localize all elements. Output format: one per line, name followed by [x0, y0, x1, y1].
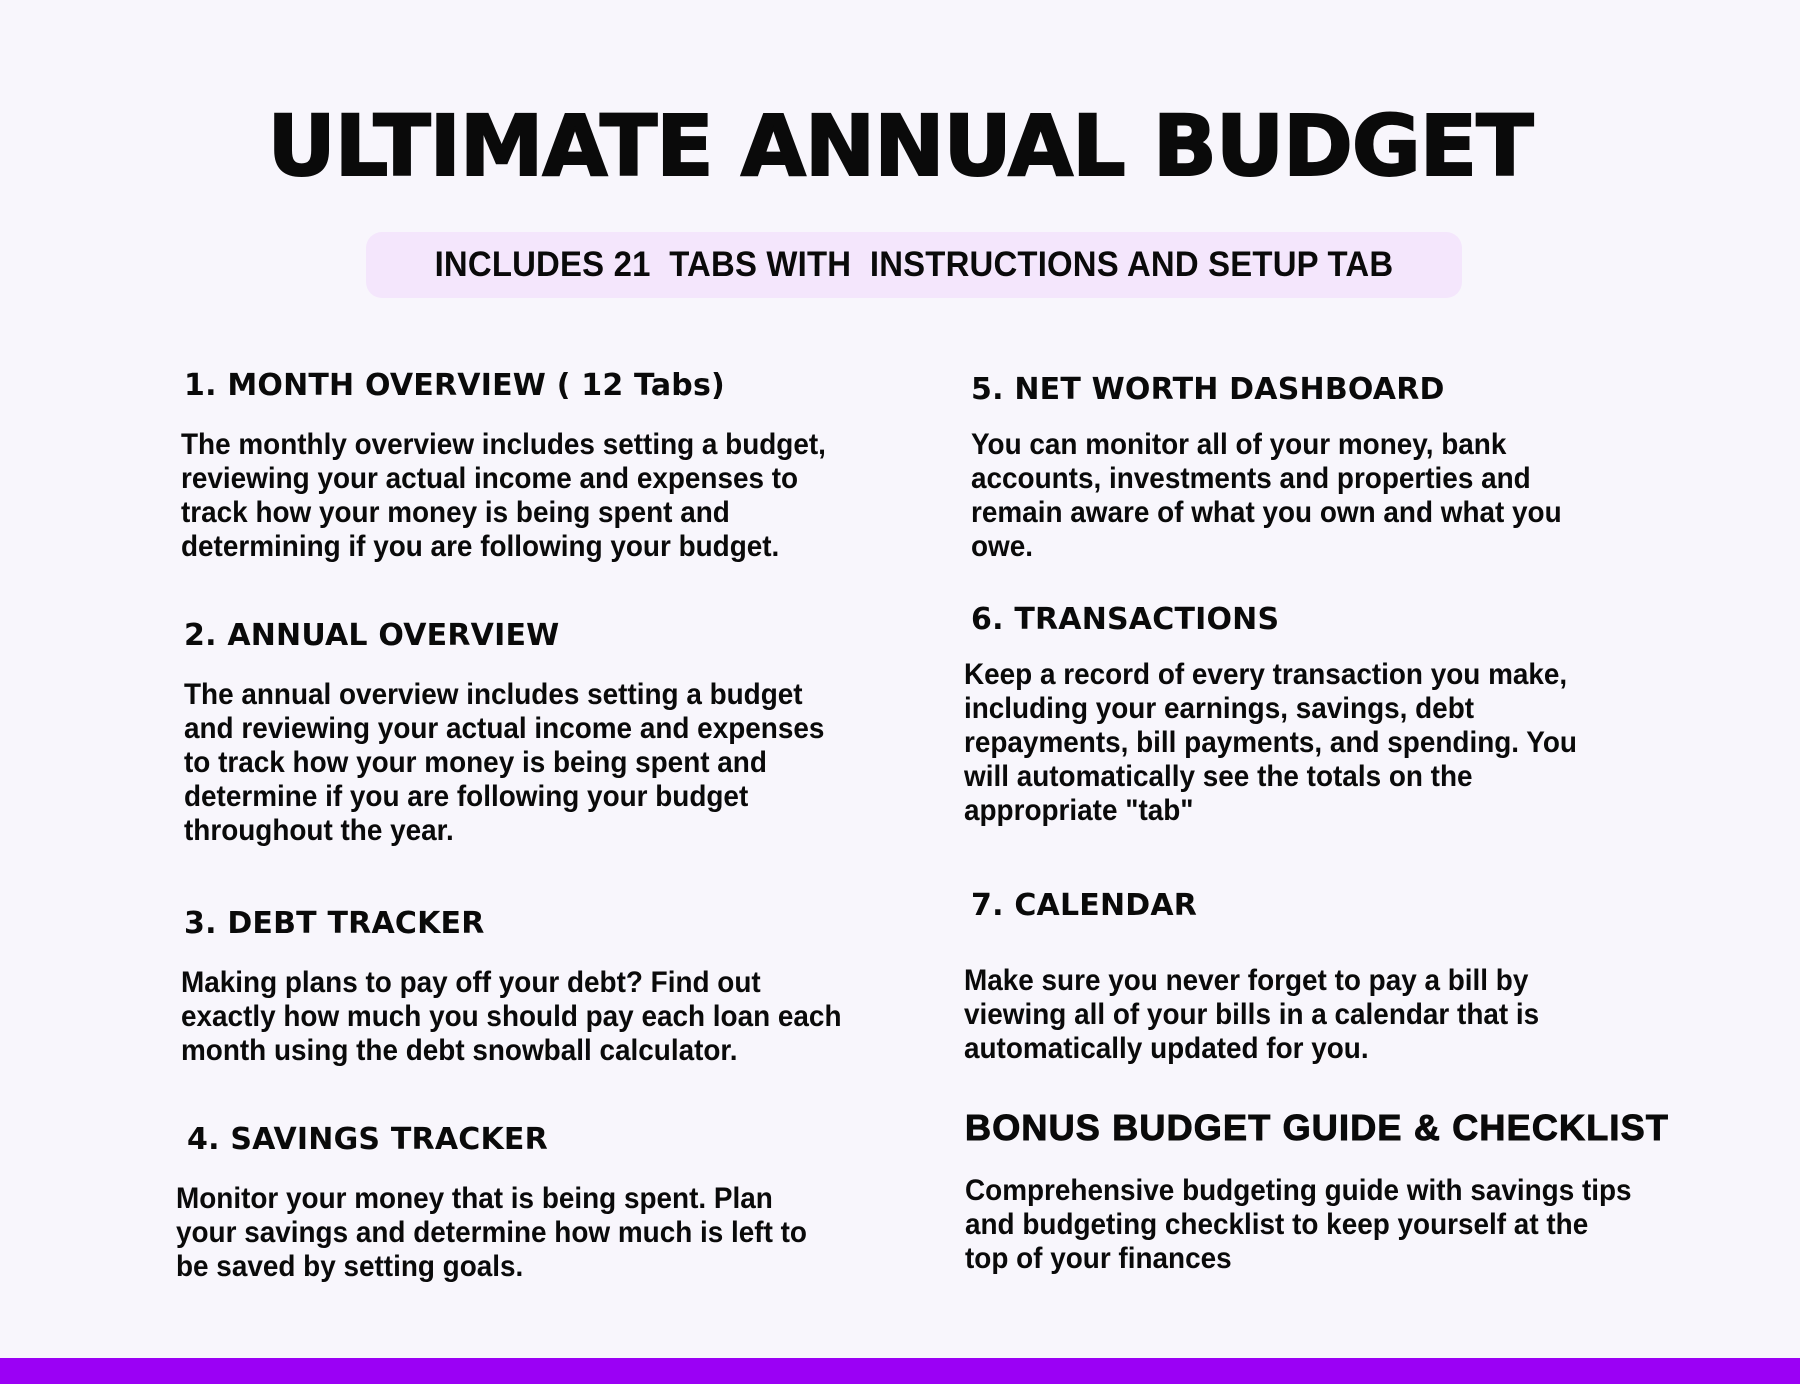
description-line: exactly how much you should pay each loan each — [181, 1000, 842, 1033]
section-heading: 6. TRANSACTIONS — [971, 602, 1280, 637]
section-bonus-guide — [965, 1107, 1682, 1276]
section-debt-tracker — [181, 906, 891, 1068]
description-line: repayments, bill payments, and spending. You — [964, 726, 1577, 759]
description-line: automatically updated for you. — [964, 1032, 1369, 1065]
description-line: and budgeting checklist to keep yourself at the — [965, 1208, 1589, 1241]
subtitle-text: INCLUDES 21 TABS WITH INSTRUCTIONS AND SETUP TAB — [434, 245, 1394, 284]
section-savings-tracker — [176, 1122, 854, 1284]
description-line: reviewing your actual income and expenses to — [181, 462, 799, 495]
description-line: throughout the year. — [184, 814, 454, 847]
section-description — [181, 966, 841, 1068]
section-month-overview — [181, 368, 874, 564]
section-heading: 4. SAVINGS TRACKER — [187, 1122, 548, 1157]
description-line: top of your finances — [965, 1242, 1232, 1275]
section-heading: 7. CALENDAR — [971, 888, 1198, 923]
section-description — [964, 964, 1539, 1066]
description-line: your savings and determine how much is left to — [176, 1216, 807, 1249]
section-heading: 5. NET WORTH DASHBOARD — [971, 372, 1445, 407]
description-line: The annual overview includes setting a budget — [184, 678, 803, 711]
section-heading: BONUS BUDGET GUIDE & CHECKLIST — [965, 1107, 1670, 1148]
section-annual-overview — [184, 618, 873, 848]
section-net-worth-dashboard — [971, 372, 1606, 564]
description-line: appropriate "tab" — [964, 794, 1194, 827]
bottom-accent-bar — [0, 1358, 1800, 1384]
description-line: including your earnings, savings, debt — [964, 692, 1475, 725]
description-line: The monthly overview includes setting a budget, — [181, 428, 826, 461]
section-description — [176, 1182, 807, 1284]
section-description — [181, 428, 826, 564]
section-heading: 2. ANNUAL OVERVIEW — [184, 618, 560, 653]
section-heading: 1. MONTH OVERVIEW ( 12 Tabs) — [184, 368, 725, 403]
description-line: and reviewing your actual income and expenses — [184, 712, 825, 745]
section-description — [964, 658, 1577, 828]
description-line: be saved by setting goals. — [176, 1250, 524, 1283]
section-description — [965, 1174, 1632, 1276]
description-line: determining if you are following your budget. — [181, 530, 780, 563]
description-line: Making plans to pay off your debt? Find out — [181, 966, 761, 999]
description-line: track how your money is being spent and — [181, 496, 730, 529]
description-line: viewing all of your bills in a calendar that is — [964, 998, 1540, 1031]
description-line: Comprehensive budgeting guide with savings tips — [965, 1174, 1632, 1207]
description-line: You can monitor all of your money, bank — [971, 428, 1507, 461]
description-line: determine if you are following your budget — [184, 780, 749, 813]
section-transactions — [964, 602, 1623, 828]
section-description — [184, 678, 824, 848]
page-title: ULTIMATE ANNUAL BUDGET — [267, 97, 1533, 195]
description-line: accounts, investments and properties and — [971, 462, 1531, 495]
description-line: Make sure you never forget to pay a bill by — [964, 964, 1529, 997]
description-line: Monitor your money that is being spent. Plan — [176, 1182, 773, 1215]
description-line: will automatically see the totals on the — [964, 760, 1473, 793]
section-calendar — [964, 888, 1583, 1066]
section-description — [971, 428, 1562, 564]
subtitle-badge — [366, 232, 1462, 298]
description-line: Keep a record of every transaction you make, — [964, 658, 1568, 691]
description-line: owe. — [971, 530, 1034, 563]
description-line: month using the debt snowball calculator. — [181, 1034, 738, 1067]
description-line: remain aware of what you own and what you — [971, 496, 1562, 529]
description-line: to track how your money is being spent and — [184, 746, 767, 779]
section-heading: 3. DEBT TRACKER — [184, 906, 485, 941]
